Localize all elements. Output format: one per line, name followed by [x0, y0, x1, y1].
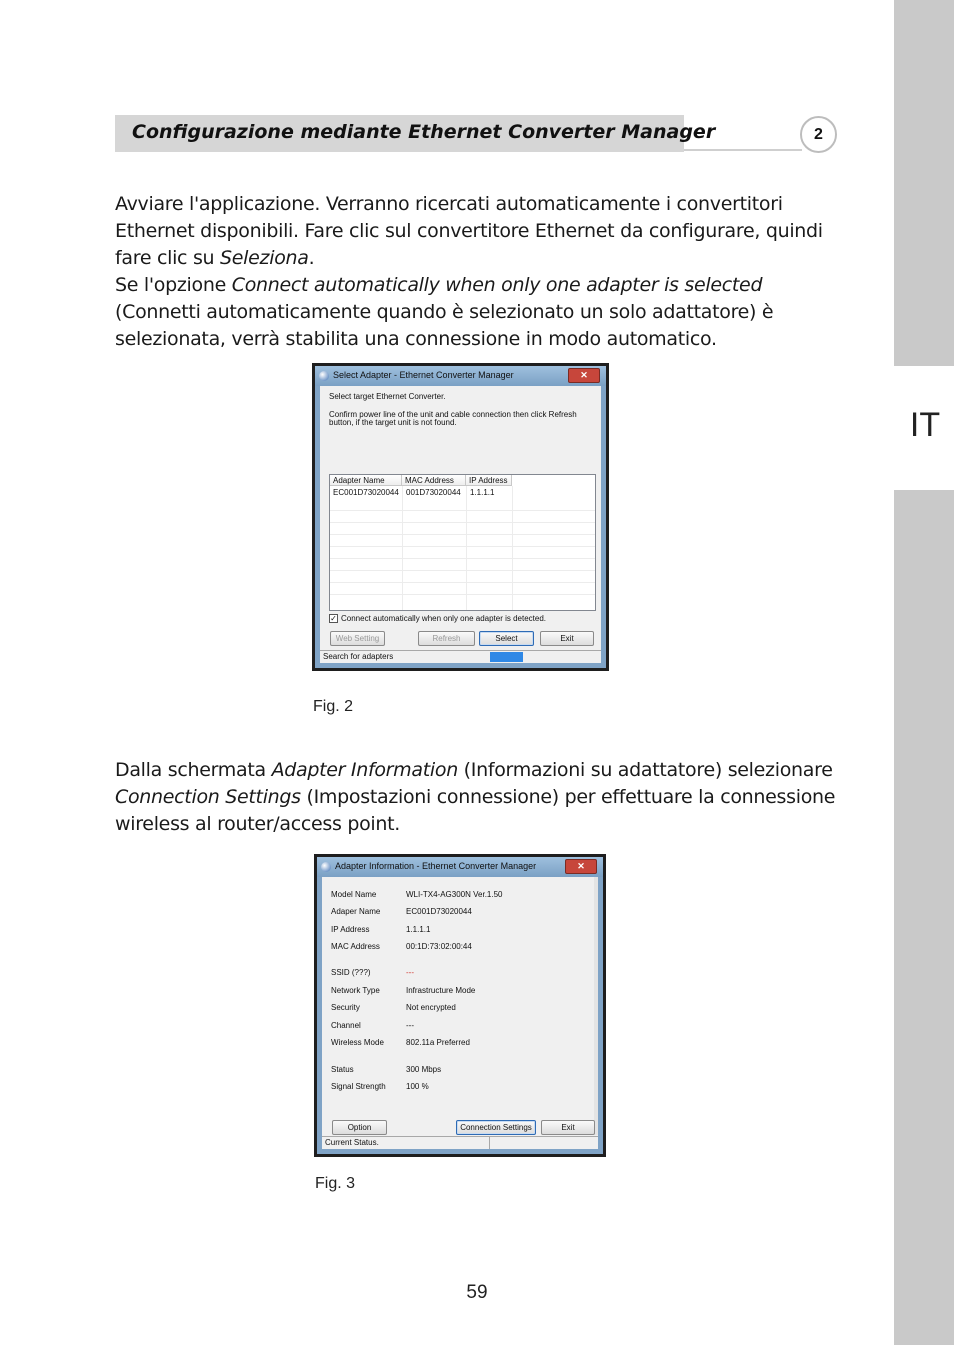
figure-3-caption: Fig. 3 [315, 1175, 356, 1192]
text-span: (Informazioni su adattatore) selezionare [457, 759, 833, 781]
field-label-security: Security [331, 1003, 360, 1012]
grid-line [512, 486, 513, 610]
table-cell-adapter-name[interactable]: EC001D73020044 [333, 488, 399, 497]
field-label-ssid: SSID (???) [331, 968, 371, 977]
exit-button[interactable]: Exit [540, 631, 594, 646]
close-icon[interactable]: ✕ [565, 859, 597, 874]
grid-line [330, 570, 595, 571]
window-title: Adapter Information - Ethernet Converter Manager [335, 861, 537, 871]
figure-2-screenshot [312, 363, 609, 671]
text-span: Dalla schermata [115, 759, 272, 781]
window-client [320, 386, 601, 663]
grid-line [402, 486, 403, 610]
field-label-channel: Channel [331, 1021, 361, 1030]
status-bar [322, 1136, 598, 1149]
window-title: Select Adapter - Ethernet Converter Manager [333, 370, 514, 380]
field-label-wireless-mode: Wireless Mode [331, 1038, 384, 1047]
column-header-ip-address[interactable]: IP Address [466, 475, 512, 486]
refresh-button[interactable]: Refresh [418, 631, 475, 646]
field-value-adapter-name: EC001D73020044 [406, 907, 472, 916]
text-span: Se l'opzione [115, 274, 232, 296]
text-span: (Connetti automaticamente quando è selezionato un solo adattatore) è selezionata, verrà stabilita una connessione in modo automatico. [115, 301, 774, 350]
close-icon[interactable]: ✕ [568, 368, 600, 383]
auto-connect-label: Connect automatically when only one adapter is detected. [341, 614, 547, 623]
grid-line [330, 546, 595, 547]
field-value-ssid: --- [406, 968, 414, 977]
status-divider [489, 1137, 490, 1149]
grid-line [330, 522, 595, 523]
field-label-mac-address: MAC Address [331, 942, 380, 951]
exit-button[interactable]: Exit [541, 1120, 595, 1135]
intro-paragraph [115, 191, 845, 353]
text-span: (Impostazioni connessione) per effettuare la connessione wireless al router/access point. [115, 786, 836, 835]
page-number: 59 [466, 1282, 488, 1303]
column-header-mac-address[interactable]: MAC Address [402, 475, 466, 486]
window-client [322, 877, 598, 1149]
field-label-status: Status [331, 1065, 354, 1074]
italic-term-seleziona: Seleziona [220, 247, 309, 269]
adapter-info-paragraph [115, 757, 845, 838]
italic-term-adapter-information: Adapter Information [271, 759, 458, 781]
field-label-ip-address: IP Address [331, 925, 370, 934]
connection-settings-button[interactable]: Connection Settings [456, 1120, 536, 1135]
field-value-channel: --- [406, 1021, 414, 1030]
search-progress-bar [490, 652, 523, 662]
field-label-model-name: Model Name [331, 890, 377, 899]
field-value-network-type: Infrastructure Mode [406, 986, 476, 995]
table-cell-ip-address[interactable]: 1.1.1.1 [470, 488, 495, 497]
grid-line [330, 510, 595, 511]
table-cell-mac-address[interactable]: 001D73020044 [406, 488, 461, 497]
option-button[interactable]: Option [332, 1120, 387, 1135]
section-title: Configurazione mediante Ethernet Converter Manager [132, 121, 716, 143]
app-icon [319, 371, 329, 381]
select-button[interactable]: Select [479, 631, 534, 646]
app-icon [321, 862, 331, 872]
field-value-status: 300 Mbps [406, 1065, 442, 1074]
instruction-line-2: button, if the target unit is not found. [329, 418, 457, 427]
scrollbar[interactable] [594, 877, 598, 1135]
figure-3-screenshot [314, 854, 606, 1157]
grid-line [330, 534, 595, 535]
field-value-ip-address: 1.1.1.1 [406, 925, 431, 934]
grid-line [466, 486, 467, 610]
instruction-line-1: Confirm power line of the unit and cable connection then click Refresh [329, 410, 577, 419]
chapter-number-badge: 2 [800, 116, 837, 153]
grid-line [330, 594, 595, 595]
adapter-information-window [317, 857, 603, 1154]
window-titlebar [315, 366, 606, 386]
language-code: IT [909, 406, 941, 444]
side-tab-top [894, 0, 954, 366]
text-span: . [308, 247, 315, 269]
adapter-list[interactable] [329, 474, 596, 611]
figure-2-caption: Fig. 2 [313, 698, 354, 715]
auto-connect-checkbox[interactable]: ✓ [330, 614, 337, 623]
field-value-signal-strength: 100 % [406, 1082, 429, 1091]
select-adapter-window [315, 366, 606, 668]
field-value-mac-address: 00:1D:73:02:00:44 [406, 942, 472, 951]
text-span: Avviare l'applicazione. Verranno ricercati automaticamente i convertitori Ethernet disponibili. Fare clic sul convertitore Ethernet da configurare, quindi fare clic su [115, 193, 823, 269]
status-bar [320, 650, 601, 663]
italic-option-name: Connect automatically when only one adapter is selected [231, 274, 763, 296]
column-header-adapter-name[interactable]: Adapter Name [330, 475, 402, 486]
status-text: Current Status. [325, 1138, 379, 1147]
field-label-adapter-name: Adaper Name [331, 907, 381, 916]
field-value-wireless-mode: 802.11a Preferred [406, 1038, 470, 1047]
grid-line [330, 558, 595, 559]
field-label-network-type: Network Type [331, 986, 380, 995]
web-setting-button[interactable]: Web Setting [330, 631, 385, 646]
side-tab-bottom [894, 490, 954, 1345]
status-text: Search for adapters [323, 652, 394, 661]
grid-line [330, 582, 595, 583]
field-value-security: Not encrypted [406, 1003, 456, 1012]
italic-term-connection-settings: Connection Settings [115, 786, 301, 808]
header-rule [684, 149, 802, 151]
window-titlebar [317, 857, 603, 877]
field-label-signal-strength: Signal Strength [331, 1082, 386, 1091]
field-value-model-name: WLI-TX4-AG300N Ver.1.50 [406, 890, 503, 899]
instruction-heading: Select target Ethernet Converter. [329, 392, 446, 401]
